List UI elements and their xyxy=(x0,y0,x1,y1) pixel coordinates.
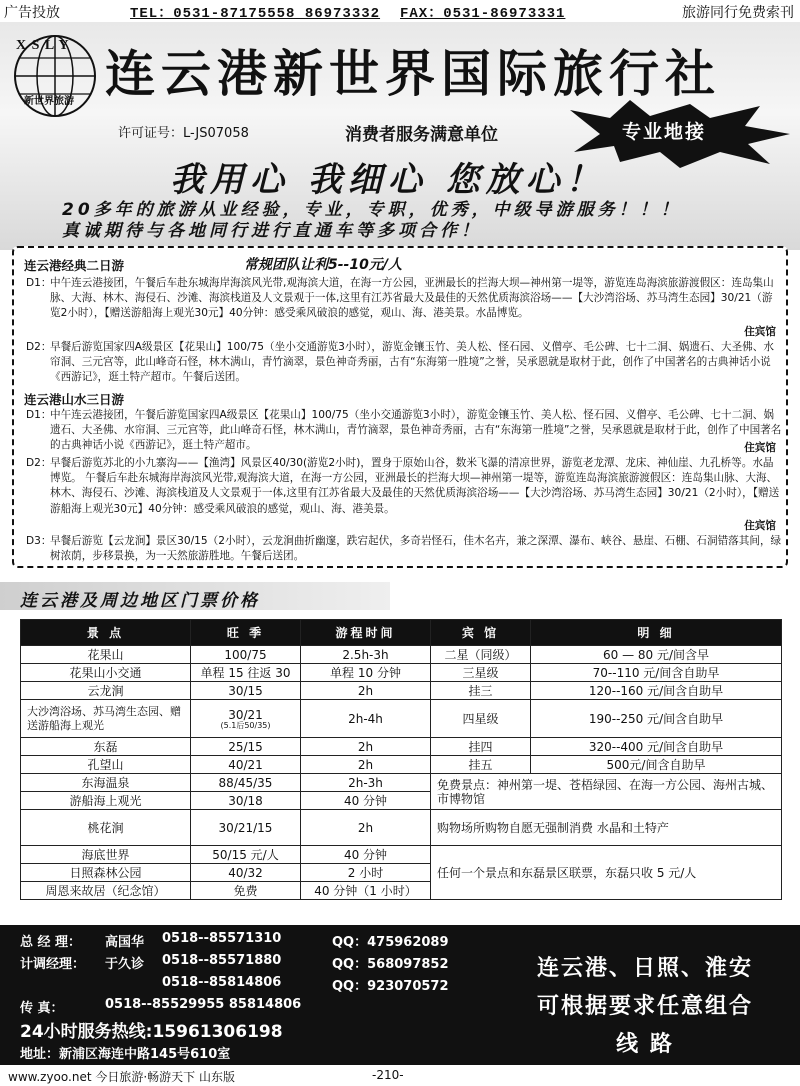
spot-price: 100/75 xyxy=(191,646,301,664)
spot-duration: 40 分钟 xyxy=(301,846,431,864)
hotel-detail: 500元/间含自助早 xyxy=(531,756,782,774)
spot-price: 50/15 元/人 xyxy=(191,846,301,864)
dispatch-name: 于久诊 xyxy=(105,957,145,972)
hotel-detail: 190--250 元/间含自助早 xyxy=(531,700,782,738)
experience-line-1: 20多年的旅游从业经验，专业，专职，优秀，中级导游服务！！！ xyxy=(62,200,682,220)
spot-price: 30/21/15 xyxy=(191,810,301,846)
bottom-bar xyxy=(0,1066,800,1086)
tour-2-day-3 xyxy=(26,534,782,564)
gm-tel: 0518--85571310 xyxy=(162,931,282,946)
table-row xyxy=(21,682,782,700)
spot-name: 东海温泉 xyxy=(21,774,191,792)
free-spots: 免费景点：神州第一堤、苍梧绿园、在海一方公园、海州古城、市博物馆 xyxy=(431,774,782,810)
table-row xyxy=(21,738,782,756)
combo-line-1: 连云港、日照、淮安 xyxy=(536,956,753,981)
top-bar xyxy=(0,0,800,22)
hotel-level: 二星（同级） xyxy=(431,646,531,664)
tel-number: TEL：0531-87175558 86973332 xyxy=(130,6,381,22)
license-number: 许可证号：L-JS07058 xyxy=(118,126,249,141)
address: 地址：新浦区海连中路145号610室 xyxy=(20,1047,231,1062)
hotline: 24小时服务热线:15961306198 xyxy=(20,1022,283,1042)
spot-duration: 2h xyxy=(301,810,431,846)
site-info: www.zyoo.net 今日旅游·畅游天下 山东版 xyxy=(8,1070,235,1084)
hotel-detail: 120--160 元/间含自助早 xyxy=(531,682,782,700)
table-row xyxy=(21,846,782,864)
hotel-detail: 60 — 80 元/间含早 xyxy=(531,646,782,664)
fax-numbers: 0518--85529955 85814806 xyxy=(105,997,302,1012)
qq-2: QQ：568097852 xyxy=(332,957,449,972)
fax-label: 传 真： xyxy=(20,1001,64,1016)
tour-2-title: 连云港山水三日游 xyxy=(24,392,125,407)
day-text: 中午连云港接团，午餐后游览国家四A级景区【花果山】100/75（坐小交通游览3小时），游览金镶玉竹、美人松、怪石园、义僧亭、毛公碑、七十二洞、娲遗石、大圣佛、水帘洞、三元宫等，此山峰奇石怪，林木满山，青竹滴翠，景色神奇秀丽，古有“东海第一胜境”之誉，吴承恩就是取材于此，创作了中国著名的古典神话小说《西游记》，逛土特产超市。 xyxy=(50,409,782,452)
logo xyxy=(10,30,100,122)
promo-discount: 常规团队让利5--10元/人 xyxy=(244,257,402,273)
spot-duration: 2h-4h xyxy=(301,700,431,738)
spot-name: 海底世界 xyxy=(21,846,191,864)
hotel-level: 四星级 xyxy=(431,700,531,738)
professional-badge: 专业地接 xyxy=(622,121,707,143)
day-label: D1： xyxy=(26,277,52,289)
tour-1-day-1 xyxy=(26,276,782,322)
day-text: 中午连云港接团，午餐后车赴东城海岸海滨风光带,观海滨大道，在海一方公园，亚洲最长的拦海大坝—神州第一堤等，游览连岛海滨旅游渡假区：连岛集山脉、大海、林木、海侵石、沙滩、海滨栈道及人文景观于一体,这里有江苏省最大及最佳的天然优质海滨浴场——【大沙湾浴场、苏马湾生态园】30/21（游览2小时），【赠送游船海上观光30元】40分钟：感受乘风破浪的感觉，观山、海、港美景。水晶博览。 xyxy=(50,277,774,320)
tour-1-day-2 xyxy=(26,340,782,386)
spot-price xyxy=(191,700,301,738)
spot-duration: 2 小时 xyxy=(301,864,431,882)
spot-price-sub: (5.1后50/35) xyxy=(220,720,271,730)
spot-duration: 2h xyxy=(301,756,431,774)
spot-name: 云龙涧 xyxy=(21,682,191,700)
combo-line-3: 线 路 xyxy=(616,1032,674,1057)
hotel-detail: 320--400 元/间含自助早 xyxy=(531,738,782,756)
hotel-level: 挂四 xyxy=(431,738,531,756)
spot-price: 40/32 xyxy=(191,864,301,882)
joint-ticket-note: 任何一个景点和东磊景区联票，东磊只收 5 元/人 xyxy=(431,846,782,900)
tour-itineraries xyxy=(12,246,788,568)
table-row xyxy=(21,774,782,792)
spot-name: 花果山小交通 xyxy=(21,664,191,682)
spot-name: 东磊 xyxy=(21,738,191,756)
combo-line-2: 可根据要求任意组合 xyxy=(536,994,753,1019)
spot-name: 花果山 xyxy=(21,646,191,664)
spot-name: 孔望山 xyxy=(21,756,191,774)
logo-letters: X S L Y xyxy=(16,38,70,53)
page-number: -210- xyxy=(372,1068,404,1082)
day-label: D2： xyxy=(26,341,52,353)
spot-name: 日照森林公园 xyxy=(21,864,191,882)
spot-price: 30/18 xyxy=(191,792,301,810)
day-text: 早餐后游览【云龙涧】景区30/15（2小时），云龙涧曲折幽邃，跌宕起伏，多奇岩怪石，佳木名卉，兼之深潭、瀑布、峡谷、悬崖、石棚、石洞错落其间，绿树浓荫，步移景换，为一天然旅游胜地。午餐后送团。 xyxy=(50,535,782,563)
qq-3: QQ：923070572 xyxy=(332,979,449,994)
spot-duration: 2h xyxy=(301,682,431,700)
dispatch-label: 计调经理： xyxy=(20,957,86,972)
spot-name: 游船海上观光 xyxy=(21,792,191,810)
col-header: 宾 馆 xyxy=(431,620,531,646)
spot-price: 40/21 xyxy=(191,756,301,774)
day-label: D1： xyxy=(26,409,52,421)
table-row xyxy=(21,646,782,664)
day-text: 早餐后游览苏北的小九寨沟——【渔湾】风景区40/30(游览2小时)，置身于原始山谷，数米飞瀑的清凉世界，游览老龙潭、龙床、神仙崖、九孔桥等。水晶博览。 午餐后车赴东城海岸海滨风光带,观海滨大道，在海一方公园，亚洲最长的拦海大坝—神州第一堤等，游览连岛海滨旅游渡假区：连岛集山脉、大海、林木、海侵石、沙滩、海滨栈道及人文景观于一体,这里有江苏省最大及最佳的天然优质海滨浴场——【大沙湾浴场、苏马湾生态园】30/21（2小时），【赠送游船海上观光30元】40分钟：感受乘风破浪的感觉，观山、海、港美景。 xyxy=(50,457,780,515)
spot-duration: 40 分钟 xyxy=(301,792,431,810)
spot-duration: 40 分钟（1 小时） xyxy=(301,882,431,900)
spot-name: 桃花涧 xyxy=(21,810,191,846)
hotel-detail: 70--110 元/间含自助早 xyxy=(531,664,782,682)
dispatch-tel-2: 0518--85814806 xyxy=(162,975,282,990)
hotel-level: 三星级 xyxy=(431,664,531,682)
spot-price: 免费 xyxy=(191,882,301,900)
gm-name: 高国华 xyxy=(105,935,145,950)
day-text: 早餐后游览国家四A级景区【花果山】100/75（坐小交通游览3小时），游览金镶玉竹、美人松、怪石园、义僧亭、毛公碑、七十二洞、娲遗石、大圣佛、水帘洞、三元宫等，此山峰奇石怪，林木满山，青竹滴翠，景色神奇秀丽，古有“东海第一胜境”之誉，吴承恩就是取材于此，创作了中国著名的古典神话小说《西游记》，逛土特产超市。午餐后送团。 xyxy=(50,341,774,384)
experience-line-2: 真诚期待与各地同行进行直通车等多项合作！ xyxy=(62,221,482,241)
tour-2-day-1 xyxy=(26,408,782,454)
hotel-level: 挂三 xyxy=(431,682,531,700)
logo-subtitle: 新世界旅游 xyxy=(24,96,74,107)
satisfied-unit-label: 消费者服务满意单位 xyxy=(345,125,498,145)
col-header: 景 点 xyxy=(21,620,191,646)
slogan: 我用心 我细心 您放心！ xyxy=(170,160,606,200)
spot-duration: 2.5h-3h xyxy=(301,646,431,664)
spot-name: 周恩来故居（纪念馆） xyxy=(21,882,191,900)
table-row xyxy=(21,756,782,774)
shopping-note: 购物场所购物自愿无强制消费 水晶和土特产 xyxy=(431,810,782,846)
hotel-note: 住宾馆 xyxy=(744,326,776,338)
table-header-row xyxy=(21,620,782,646)
hotel-level: 挂五 xyxy=(431,756,531,774)
company-name: 连云港新世界国际旅行社 xyxy=(105,44,721,103)
tour-2-day-2 xyxy=(26,456,782,517)
ticket-price-table xyxy=(20,619,782,900)
dispatch-tel-1: 0518--85571880 xyxy=(162,953,282,968)
ad-label: 广告投放 xyxy=(4,5,60,21)
gm-label: 总 经 理： xyxy=(20,935,82,950)
spot-duration: 2h xyxy=(301,738,431,756)
col-header: 明 细 xyxy=(531,620,782,646)
spot-duration: 单程 10 分钟 xyxy=(301,664,431,682)
spot-duration: 2h-3h xyxy=(301,774,431,792)
day-label: D2： xyxy=(26,457,52,469)
table-row xyxy=(21,664,782,682)
hotel-note: 住宾馆 xyxy=(744,520,776,532)
day-label: D3： xyxy=(26,535,52,547)
spot-price: 25/15 xyxy=(191,738,301,756)
free-magazine-label: 旅游同行免费索刊 xyxy=(682,5,794,21)
ticket-price-title: 连云港及周边地区门票价格 xyxy=(20,591,260,611)
tour-1-title: 连云港经典二日游 xyxy=(24,258,125,273)
fax-number: FAX：0531-86973331 xyxy=(400,6,566,22)
table-row xyxy=(21,700,782,738)
qq-1: QQ：475962089 xyxy=(332,935,449,950)
route-combo-note xyxy=(505,950,785,1064)
col-header: 旺 季 xyxy=(191,620,301,646)
spot-price: 单程 15 往返 30 xyxy=(191,664,301,682)
hotel-note: 住宾馆 xyxy=(744,442,776,454)
spot-name: 大沙湾浴场、苏马湾生态园、赠送游船海上观光 xyxy=(21,700,191,738)
spot-price: 88/45/35 xyxy=(191,774,301,792)
spot-price-value: 30/21 xyxy=(228,707,263,722)
col-header: 游程时间 xyxy=(301,620,431,646)
table-row xyxy=(21,810,782,846)
spot-price: 30/15 xyxy=(191,682,301,700)
